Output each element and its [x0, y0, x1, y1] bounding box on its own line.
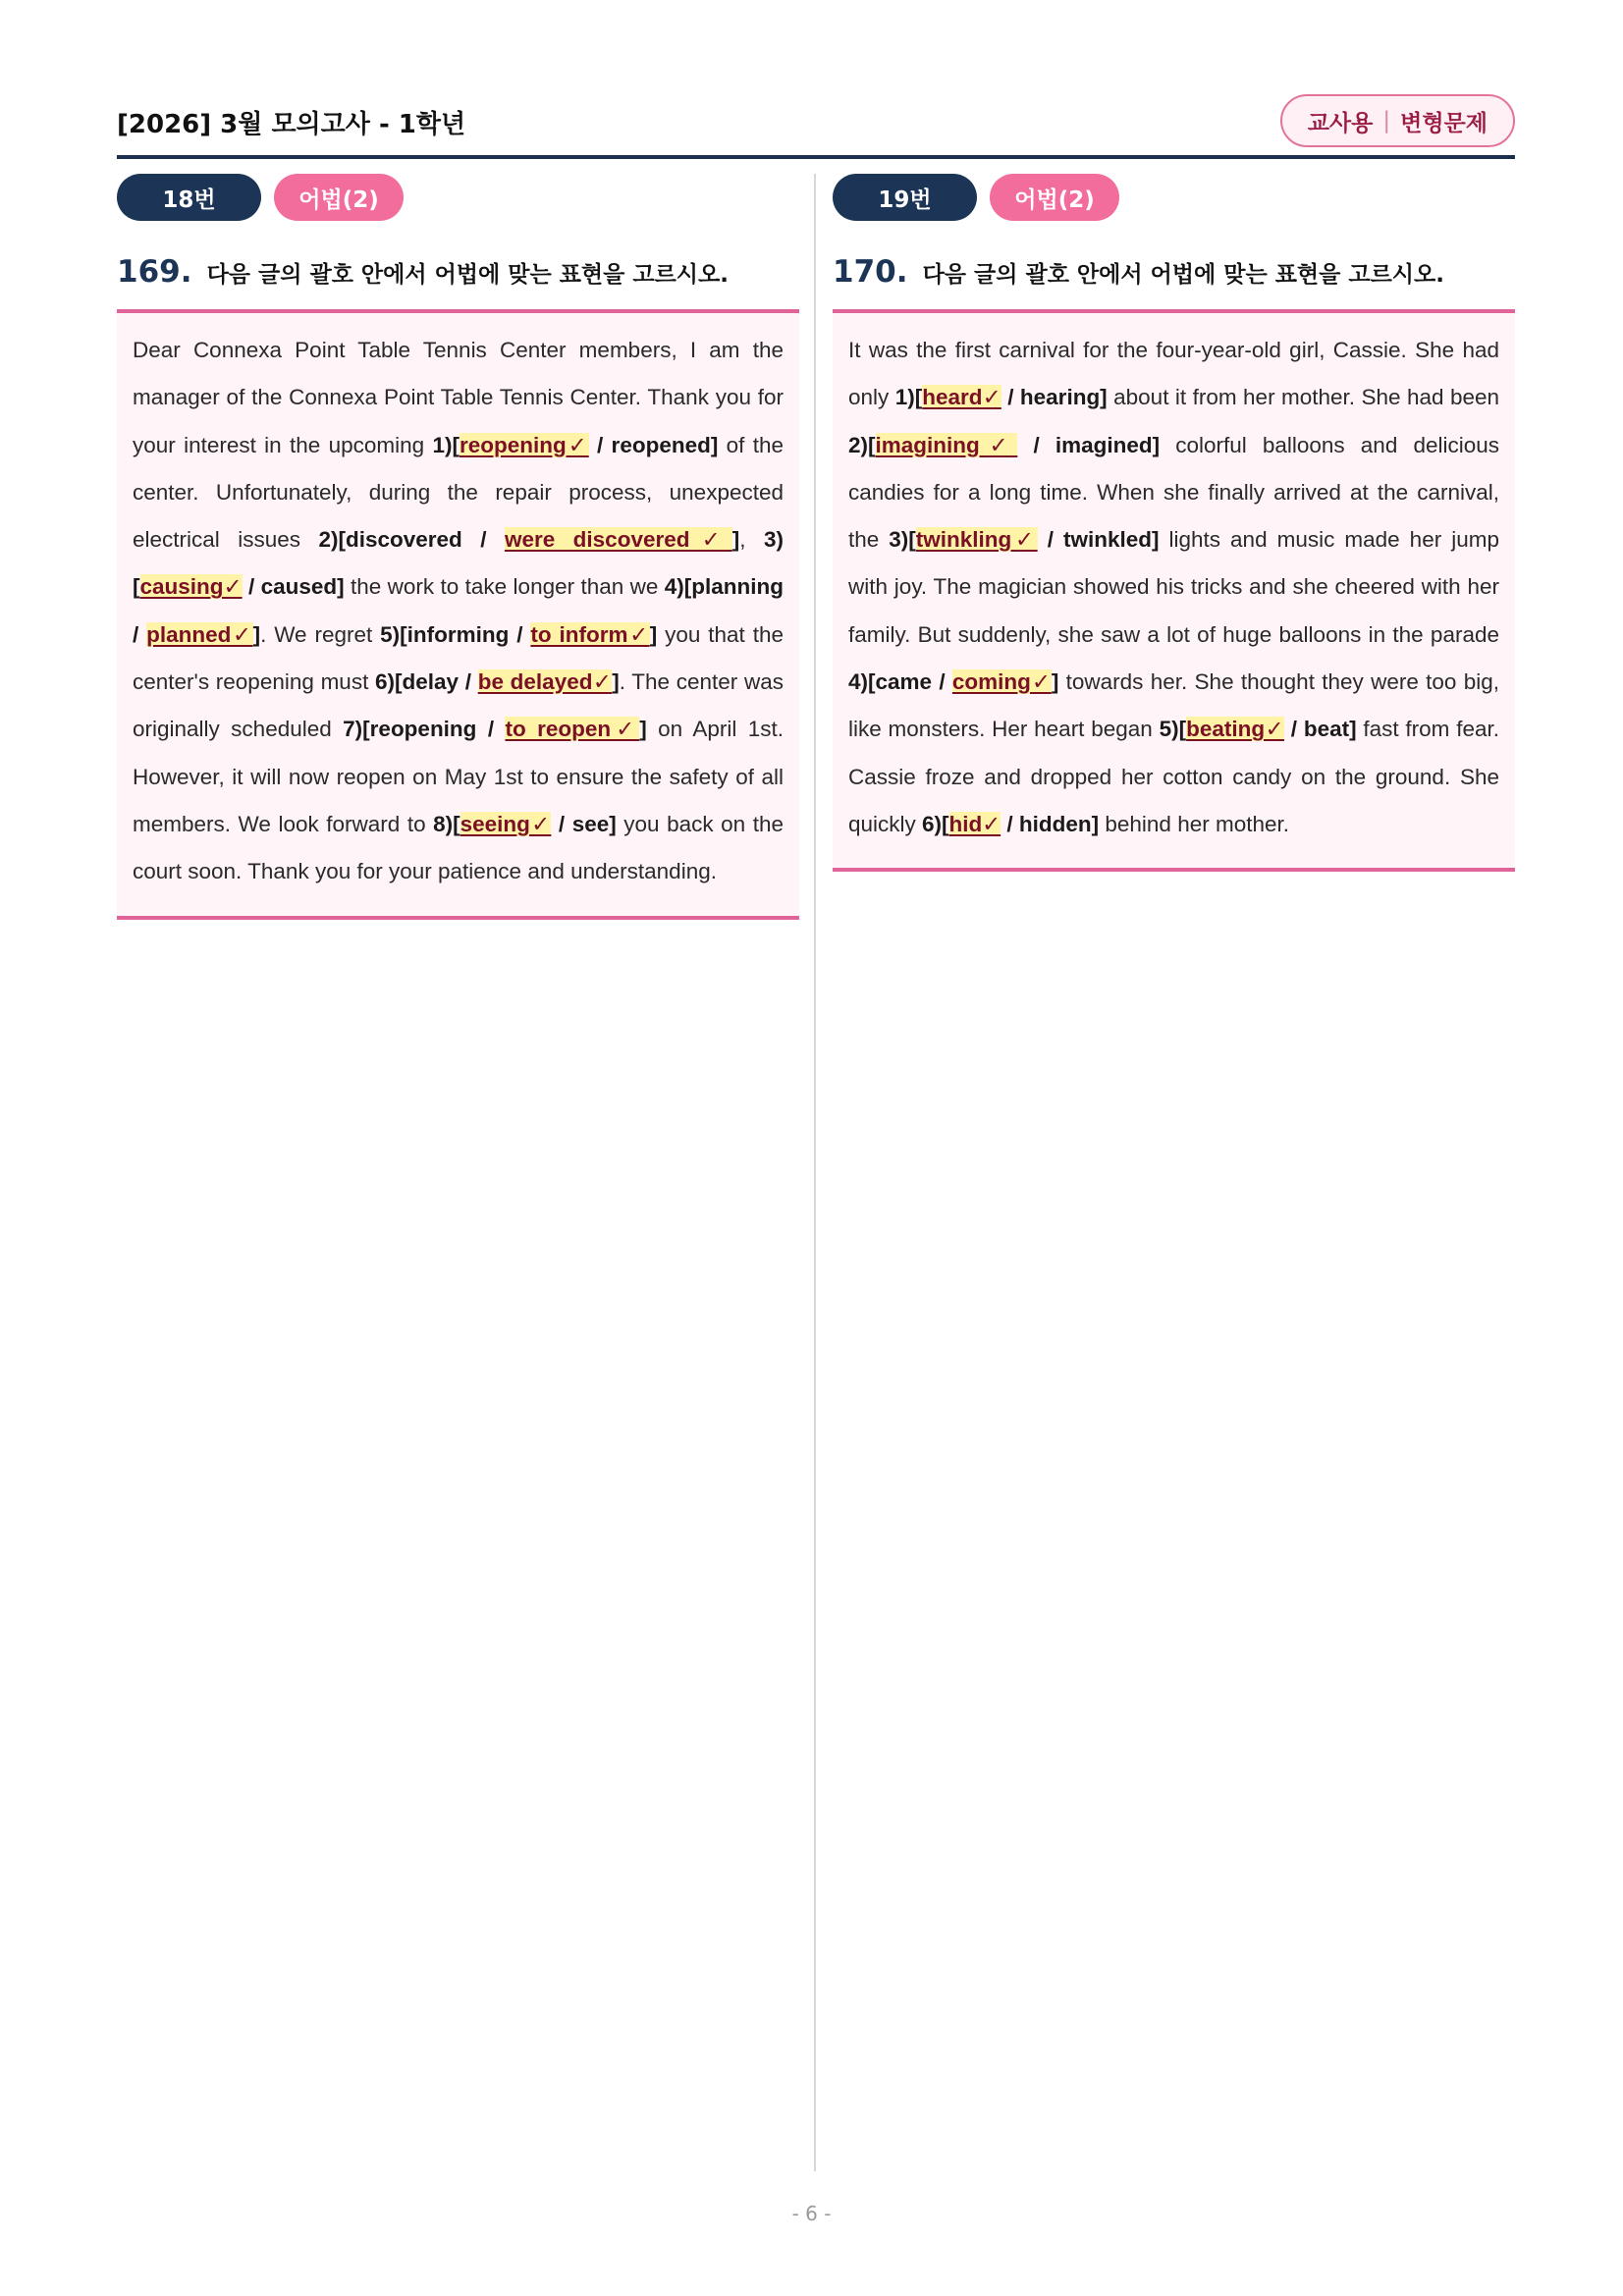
answer-option: ] [649, 621, 658, 647]
passage-text: It was the first carnival for the four-year-old girl, Cassie. She had only [848, 338, 1499, 410]
correct-answer: beating✓ [1186, 717, 1285, 742]
answer-option: 5)[informing / [380, 621, 531, 647]
passage-text: you that the center's reopening must [133, 621, 784, 695]
answer-option: / imagined] [1017, 432, 1161, 457]
answer-option: 5)[ [1159, 717, 1187, 742]
answer-option: ] [639, 717, 647, 742]
badge-variant-label: 변형문제 [1400, 110, 1488, 136]
correct-answer: reopening✓ [459, 432, 589, 457]
answer-option: 6)[ [922, 811, 949, 836]
category-tag: 어법(2) [990, 174, 1119, 221]
question-title [833, 254, 1515, 313]
passage-box [833, 313, 1515, 872]
answer-option: 8)[ [433, 811, 460, 836]
passage-text: , [739, 527, 764, 553]
correct-answer: causing✓ [139, 574, 243, 600]
answer-option: / see] [551, 811, 617, 836]
question-instruction: 다음 글의 괄호 안에서 어법에 맞는 표현을 고르시오. [206, 262, 729, 288]
answer-option: / hearing] [1001, 385, 1108, 410]
correct-answer: heard✓ [922, 385, 1001, 410]
page-header [117, 94, 1515, 159]
answer-option: 6)[delay / [375, 669, 478, 695]
correct-answer: be delayed✓ [477, 669, 613, 695]
answer-option: / reopened] [588, 432, 719, 457]
answer-option: 1)[ [432, 432, 460, 457]
correct-answer: coming✓ [951, 669, 1052, 695]
source-number-tag: 19번 [833, 174, 977, 221]
answer-option: ] [252, 621, 261, 647]
page-number: - 6 - [791, 2202, 832, 2225]
answer-option: / beat] [1284, 717, 1357, 742]
passage-text: on April 1st. However, it will now reopen on May 1st to ensure the safety of all members. We look forward to [133, 717, 784, 836]
correct-answer: hid✓ [948, 811, 1001, 836]
category-tag: 어법(2) [274, 174, 404, 221]
correct-answer: seeing✓ [460, 811, 552, 836]
passage-text: Dear Connexa Point Table Tennis Center members, I am the manager of the Connexa Point Table Tennis Center. Thank you for your interest in the upcoming [133, 338, 784, 457]
answer-option: / twinkled] [1037, 527, 1160, 553]
answer-option: ] [1051, 669, 1059, 695]
answer-option: 2)[ [848, 432, 876, 457]
answer-option: 3)[ [889, 527, 916, 553]
passage-text: colorful balloons and delicious candies for a long time. When she finally arrived at the carnival, the [848, 432, 1499, 553]
question-number: 170. [833, 254, 908, 290]
passage-text: you back on the court soon. Thank you for your patience and understanding. [133, 811, 784, 884]
correct-answer: to reopen✓ [505, 717, 640, 742]
passage-text: . The center was originally scheduled [133, 669, 784, 742]
answer-option: 3)[ [133, 527, 784, 600]
answer-option: ] [731, 527, 740, 553]
question-number: 169. [117, 254, 192, 290]
column-divider [814, 174, 816, 2171]
answer-option: / hidden] [1001, 811, 1100, 836]
correct-answer: twinkling✓ [915, 527, 1038, 553]
question-tags [117, 174, 799, 221]
answer-option: ] [612, 669, 620, 695]
answer-option: 4)[came / [848, 669, 952, 695]
answer-option: 2)[discovered / [318, 527, 505, 553]
badge-separator: | [1382, 108, 1391, 133]
passage-text: . We regret [260, 621, 381, 647]
passage-text: fast from fear. Cassie froze and dropped her cotton candy on the ground. She quickly [848, 717, 1499, 836]
passage-text: of the center. Unfortunately, during the repair process, unexpected electrical issues [133, 432, 784, 553]
question-169 [117, 174, 799, 920]
question-170 [833, 174, 1515, 872]
badge-teacher-label: 교사용 [1307, 110, 1374, 136]
answer-option: 7)[reopening / [343, 717, 506, 742]
question-instruction: 다음 글의 괄호 안에서 어법에 맞는 표현을 고르시오. [922, 262, 1444, 288]
answer-option: 4)[planning / [133, 574, 784, 647]
passage-text: lights and music made her jump with joy. The magician showed his tricks and she cheered with her family. But suddenly, she saw a lot of huge balloons in the parade [848, 527, 1499, 647]
answer-option: 1)[ [894, 385, 923, 410]
correct-answer: imagining✓ [875, 432, 1018, 457]
passage-text: the work to take longer than we [344, 574, 665, 600]
passage-text: about it from her mother. She had been [1107, 385, 1500, 410]
passage-box [117, 313, 799, 920]
question-tags [833, 174, 1515, 221]
question-title [117, 254, 799, 313]
answer-option: / caused] [242, 574, 345, 600]
correct-answer: to inform✓ [530, 621, 650, 647]
passage-text: towards her. She thought they were too big, like monsters. Her heart began [848, 669, 1499, 742]
teacher-version-badge [1280, 94, 1515, 147]
source-number-tag: 18번 [117, 174, 261, 221]
passage-text: behind her mother. [1099, 811, 1290, 836]
correct-answer: were discovered✓ [504, 527, 732, 553]
exam-title: [2026] 3월 모의고사 - 1학년 [117, 110, 466, 139]
correct-answer: planned✓ [146, 621, 253, 647]
